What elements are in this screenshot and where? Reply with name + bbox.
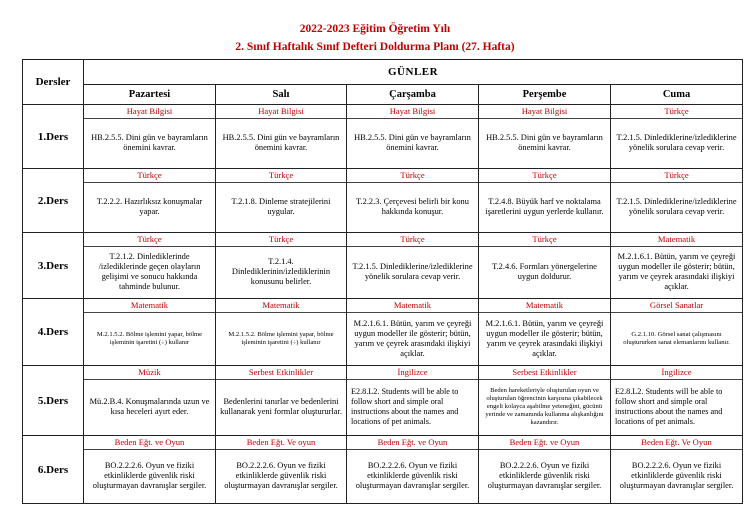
subject-label: Türkçe <box>611 169 742 183</box>
plan-cell <box>216 366 347 436</box>
page-subtitle: 2. Sınıf Haftalık Sınıf Defteri Doldurma Planı (27. Hafta) <box>235 41 515 53</box>
objective-text: T.2.1.2. Dinlediklerinde /izlediklerinde geçen olayların gelişimi ve sonucu hakkında tahminde bulunur. <box>98 252 201 292</box>
objective-text: T.2.1.5. Dinlediklerine/izlediklerine yönelik sorulara cevap verir. <box>352 262 473 282</box>
subject-label: Hayat Bilgisi <box>84 105 215 119</box>
lesson-row <box>23 436 743 504</box>
lesson-label: 4.Ders <box>23 299 84 366</box>
subject-label: Matematik <box>84 299 215 313</box>
subject-label: Türkçe <box>347 233 478 247</box>
plan-cell <box>84 169 216 233</box>
subject-label: Türkçe <box>84 233 215 247</box>
plan-cell <box>216 233 347 299</box>
subject-label: Hayat Bilgisi <box>216 105 346 119</box>
subject-label: Hayat Bilgisi <box>347 105 478 119</box>
plan-cell <box>216 105 347 169</box>
lesson-label: 2.Ders <box>23 169 84 233</box>
days-group-header: GÜNLER <box>84 60 743 85</box>
objective-text: M.2.1.6.1. Bütün, yarım ve çeyreği uygun modeller ile gösterir; bütün, yarım ve çeyrek arasındaki ilişkiyi açıklar. <box>617 252 736 292</box>
lesson-row <box>23 299 743 366</box>
plan-cell <box>216 169 347 233</box>
lesson-label: 1.Ders <box>23 105 84 169</box>
objective-text: M.2.1.5.2. Bölme işlemini yapar, bölme işleminin işaretini (÷) kullanır <box>228 330 334 346</box>
lessons-header: Dersler <box>23 60 84 105</box>
plan-cell <box>84 299 216 366</box>
plan-cell <box>347 299 479 366</box>
subject-label: Türkçe <box>216 169 346 183</box>
subject-label: Türkçe <box>216 233 346 247</box>
plan-cell <box>347 169 479 233</box>
plan-cell <box>479 169 611 233</box>
subject-label: Türkçe <box>84 169 215 183</box>
plan-cell <box>611 436 743 504</box>
subject-label: Serbest Etkinlikler <box>479 366 610 380</box>
lesson-row <box>23 233 743 299</box>
objective-text: BO.2.2.2.6. Oyun ve fiziki etkinliklerde güvenlik riski oluşturmayan davranışlar sergiler. <box>355 461 470 491</box>
objective-text: M.2.1.6.1. Bütün, yarım ve çeyreği uygun modeller ile gösterir; bütün, yarım ve çeyrek arasındaki ilişkiyi açıklar. <box>485 318 604 358</box>
plan-cell <box>84 233 216 299</box>
day-header: Cuma <box>611 85 743 105</box>
objective-text: HB.2.5.5. Dini gün ve bayramların önemini kavrar. <box>91 133 208 153</box>
objective-text: E2.8.L2. Students will be able to follow short and simple oral instructions about the names and locations of pet animals. <box>351 387 459 427</box>
plan-cell <box>479 299 611 366</box>
objective-text: T.2.1.5. Dinlediklerine/izlediklerine yönelik sorulara cevap verir. <box>616 197 737 217</box>
objective-text: Mü.2.B.4. Konuşmalarında uzun ve kısa heceleri ayırt eder. <box>89 397 210 417</box>
plan-cell <box>611 169 743 233</box>
subject-label: Türkçe <box>347 169 478 183</box>
plan-cell <box>347 233 479 299</box>
objective-text: E2.8.L2. Students will be able to follow short and simple oral instructions about the names and locations of pet animals. <box>615 387 723 427</box>
day-header: Salı <box>216 85 347 105</box>
objective-text: T.2.1.4. Dinlediklerinin/izlediklerinin konusunu belirler. <box>231 257 331 287</box>
plan-cell <box>347 436 479 504</box>
plan-cell <box>479 105 611 169</box>
subject-label: Hayat Bilgisi <box>479 105 610 119</box>
subject-label: Matematik <box>216 299 346 313</box>
subject-label: Müzik <box>84 366 215 380</box>
plan-cell <box>216 436 347 504</box>
subject-label: Serbest Etkinlikler <box>216 366 346 380</box>
subject-label: Türkçe <box>479 169 610 183</box>
plan-cell <box>611 299 743 366</box>
subject-label: Beden Eğt. ve Oyun <box>84 436 215 450</box>
plan-cell <box>84 105 216 169</box>
subject-label: Matematik <box>611 233 742 247</box>
plan-cell <box>479 436 611 504</box>
objective-text: BO.2.2.2.6. Oyun ve fiziki etkinliklerde güvenlik riski oluşturmayan davranışlar sergiler. <box>224 461 338 491</box>
plan-cell <box>84 366 216 436</box>
objective-text: M.2.1.5.2. Bölme işlemini yapar, bölme işleminin işaretini (÷) kullanır <box>96 330 203 346</box>
plan-cell <box>347 366 479 436</box>
plan-cell <box>611 233 743 299</box>
page-title: 2022-2023 Eğitim Öğretim Yılı <box>299 23 451 35</box>
lesson-label: 3.Ders <box>23 233 84 299</box>
plan-cell <box>347 105 479 169</box>
subject-label: Beden Eğt. Ve Oyun <box>611 436 742 450</box>
objective-text: Bedenlerini tanırlar ve bedenlerini kullanarak yeni formlar oluştururlar. <box>220 397 342 417</box>
subject-label: Beden Eğt. ve Oyun <box>479 436 610 450</box>
lesson-row <box>23 366 743 436</box>
subject-label: Görsel Sanatlar <box>611 299 742 313</box>
objective-text: HB.2.5.5. Dini gün ve bayramların önemini kavrar. <box>222 133 340 153</box>
plan-cell <box>479 233 611 299</box>
day-header: Çarşamba <box>347 85 479 105</box>
objective-text: T.2.4.8. Büyük harf ve noktalama işaretlerini uygun yerlerde kullanır. <box>485 197 604 217</box>
lesson-row <box>23 105 743 169</box>
weekly-plan-table <box>22 59 743 504</box>
lesson-label: 5.Ders <box>23 366 84 436</box>
plan-cell <box>84 436 216 504</box>
subject-label: Matematik <box>479 299 610 313</box>
plan-cell <box>611 366 743 436</box>
subject-label: Beden Eğt. Ve oyun <box>216 436 346 450</box>
plan-cell <box>216 299 347 366</box>
subject-label: Matematik <box>347 299 478 313</box>
subject-label: Türkçe <box>479 233 610 247</box>
objective-text: HB.2.5.5. Dini gün ve bayramların önemini kavrar. <box>354 133 471 153</box>
lesson-row <box>23 169 743 233</box>
objective-text: BO.2.2.2.6. Oyun ve fiziki etkinliklerde güvenlik riski oluşturmayan davranışlar sergiler. <box>487 461 602 491</box>
objective-text: T.2.4.6. Formları yönergelerine uygun doldurur. <box>492 262 597 282</box>
subject-label: Türkçe <box>611 105 742 119</box>
objective-text: BO.2.2.2.6. Oyun ve fiziki etkinliklerde güvenlik riski oluşturmayan davranışlar sergiler. <box>619 461 734 491</box>
day-header: Perşembe <box>479 85 611 105</box>
plan-cell <box>611 105 743 169</box>
day-header: Pazartesi <box>84 85 216 105</box>
subject-label: İngilizce <box>611 366 742 380</box>
objective-text: T.2.1.8. Dinleme stratejilerini uygular. <box>231 197 331 217</box>
objective-text: M.2.1.6.1. Bütün, yarım ve çeyreği uygun modeller ile gösterir; bütün, yarım ve çeyrek arasındaki ilişkiyi açıklar. <box>353 318 472 358</box>
objective-text: T.2.1.5. Dinlediklerine/izlediklerine yönelik sorulara cevap verir. <box>616 133 737 153</box>
plan-cell <box>479 366 611 436</box>
subject-label: Beden Eğt. ve Oyun <box>347 436 478 450</box>
objective-text: G.2.1.10. Görsel sanat çalışmasını oluştururken sanat elemanlarını kullanır. <box>623 330 730 346</box>
objective-text: HB.2.5.5. Dini gün ve bayramların önemini kavrar. <box>486 133 603 153</box>
subject-label: İngilizce <box>347 366 478 380</box>
objective-text: T.2.2.2. Hazırlıksız konuşmalar yapar. <box>96 197 203 217</box>
lesson-label: 6.Ders <box>23 436 84 504</box>
objective-text: BO.2.2.2.6. Oyun ve fiziki etkinliklerde güvenlik riski oluşturmayan davranışlar sergiler. <box>92 461 207 491</box>
objective-text: Beden hareketleriyle oluşturulan oyun ve oluşturulan öğrencinin karşısına çıkabilecek engeli kolayca aşabilme yeteneğini, gücünü yerinde ve zamanında kullanma alışkanlığını kazandırır. <box>485 387 604 427</box>
objective-text: T.2.2.3. Çerçevesi belirli bir konu hakkında konuşur. <box>356 197 469 217</box>
